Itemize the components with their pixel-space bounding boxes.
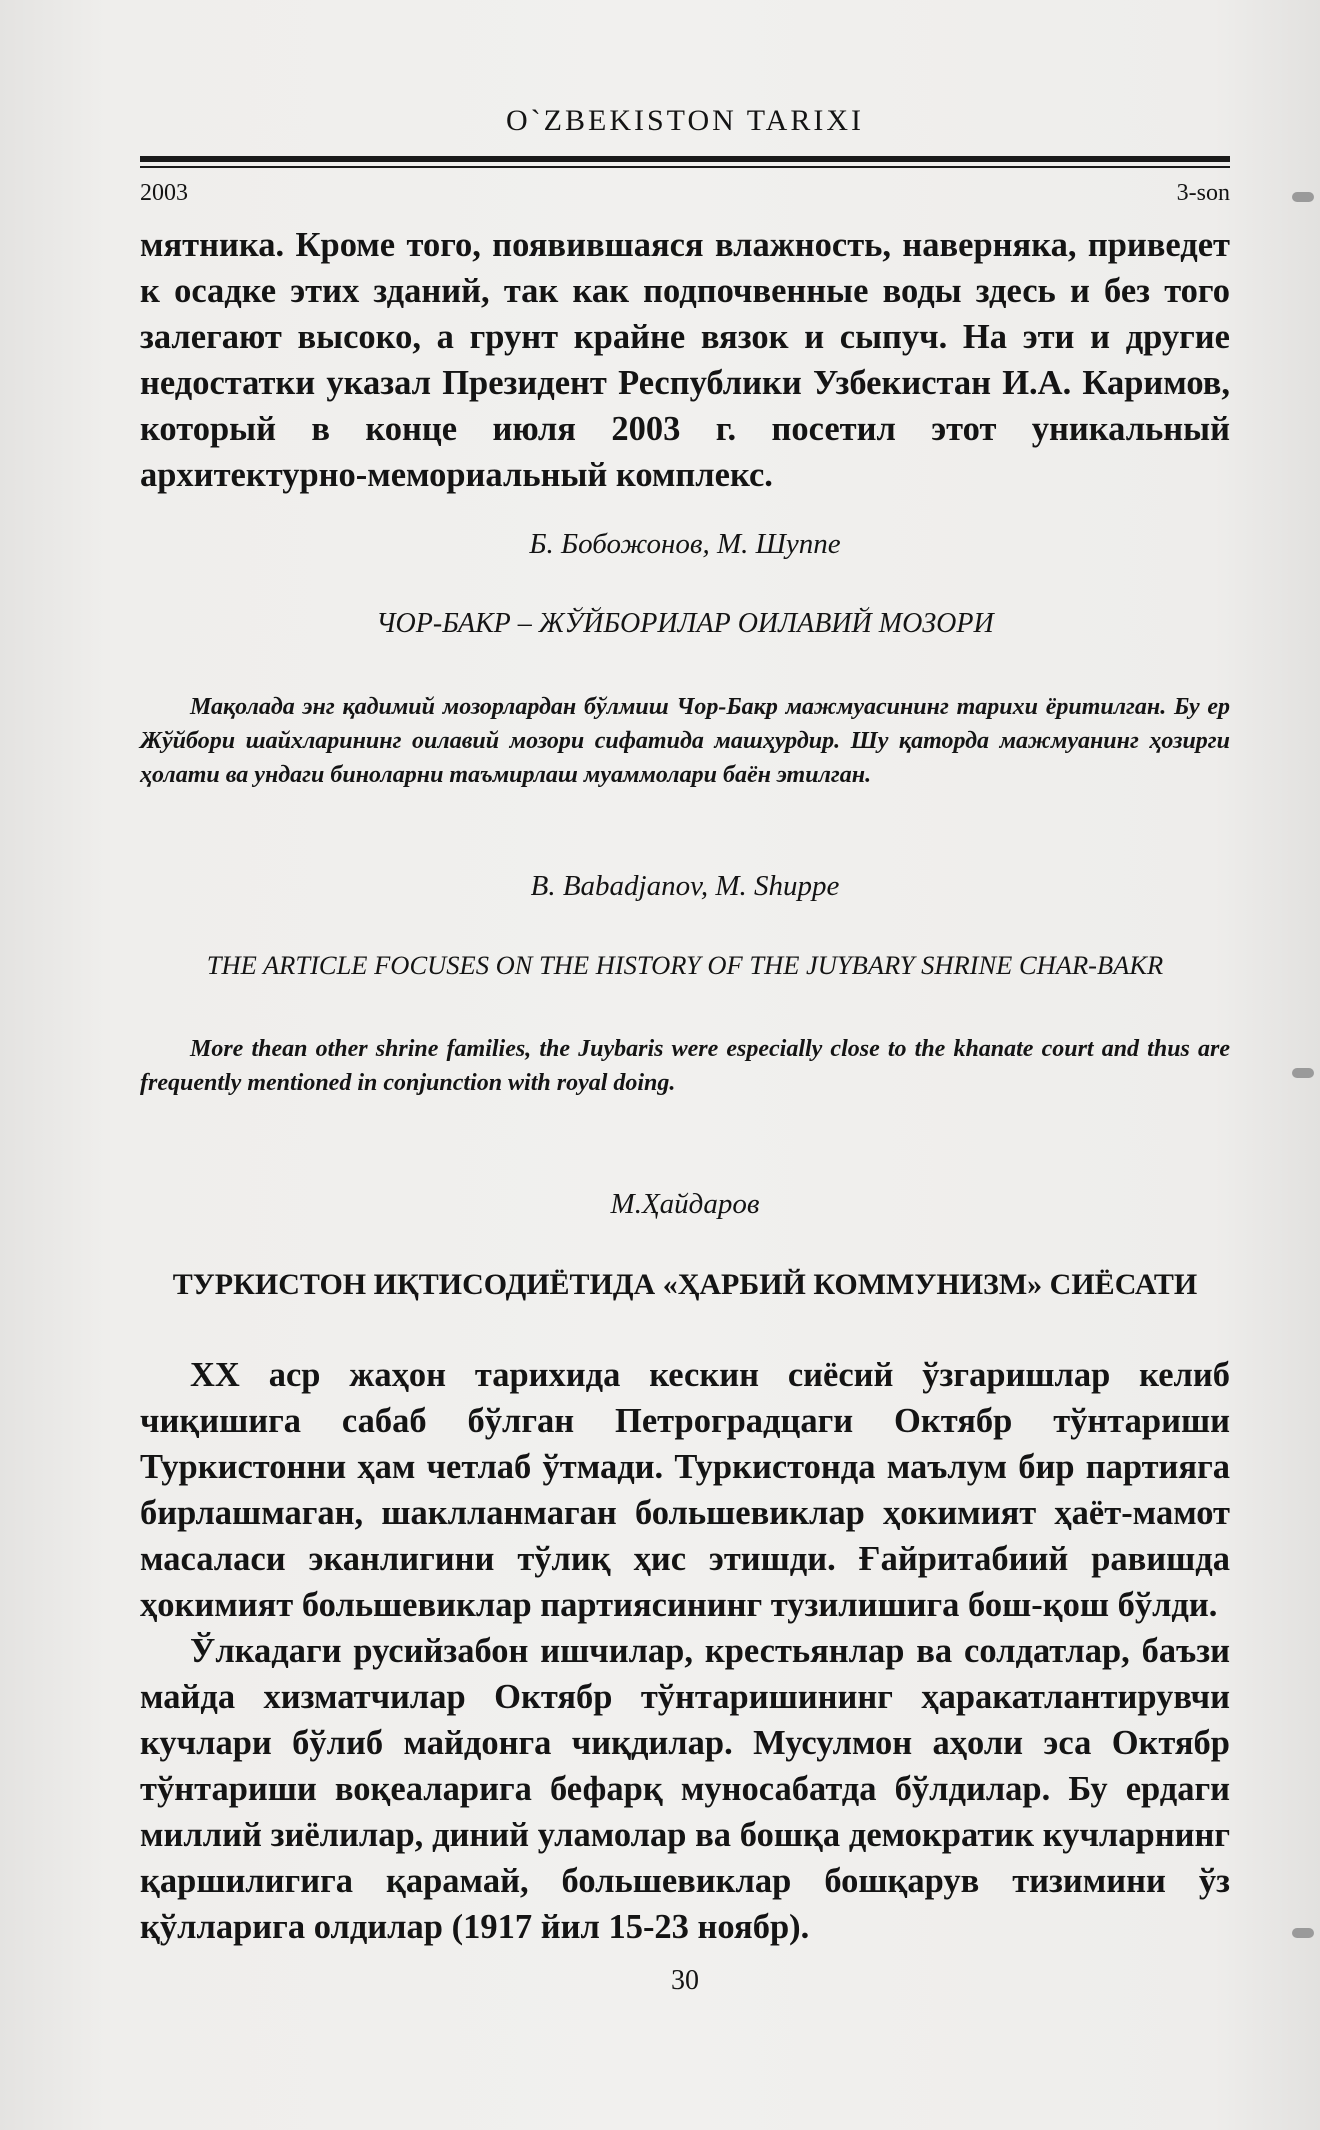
article1-title-uz: ЧОР-БАКР – ЖЎЙБОРИЛАР ОИЛАВИЙ МОЗОРИ <box>376 608 994 639</box>
article1-authors-ru: Б. Бобожонов, М. Шуппе <box>529 528 841 560</box>
journal-title: O`ZBEKISTON TARIXI <box>506 104 864 137</box>
article1-title-en: THE ARTICLE FOCUSES ON THE HISTORY OF THE JUYBARY SHRINE CHAR-BAKR <box>206 950 1164 980</box>
article2-title: ТУРКИСТОН ИҚТИСОДИЁТИДА «ҲАРБИЙ КОММУНИЗМ» СИЁСАТИ <box>172 1268 1198 1301</box>
article1-abstract-en-text: More thean other shrine families, the Juybaris were especially close to the khanate court and thus are frequently mentioned in conjunction with royal doing. <box>140 1036 1230 1096</box>
article1-abstract-uz <box>140 690 1230 792</box>
article1-abstract-uz-text: Мақолада энг қадимий мозорлардан бўлмиш Чор-Бакр мажмуасининг тарихи ёритилган. Бу ер Жўйбори шайхларининг оилавий мозори сифатида машҳурдир. Шу қаторда мажмуанинг ҳозирги ҳолати ва ундаги биноларни таъмирлаш муаммолари баён этилган. <box>140 694 1230 788</box>
article1-authors-en: B. Babadjanov, M. Shuppe <box>530 870 840 902</box>
page-number: 30 <box>671 1965 699 1996</box>
header-issue: 3-son <box>1176 180 1230 206</box>
article1-abstract-en <box>140 1032 1230 1100</box>
header-rule-thick <box>140 156 1230 162</box>
binding-mark-bottom <box>1292 1928 1314 1938</box>
article2-author: М.Ҳайдаров <box>610 1188 760 1220</box>
intro-paragraph-text: мятника. Кроме того, появившаяся влажность, наверняка, приведет к осадке этих зданий, так как подпочвенные воды здесь и без того залегают высоко, а грунт крайне вязок и сыпуч. На эти и другие недостатки указал Президент Республики Узбекистан И.А. Каримов, который в конце июля 2003 г. посетил этот уникальный архитектурно-мемориальный комплекс. <box>140 226 1230 494</box>
binding-mark-top <box>1292 192 1314 202</box>
header-rule-thin <box>140 166 1230 168</box>
header-year: 2003 <box>140 180 188 206</box>
intro-paragraph <box>140 222 1230 498</box>
article2-paragraph-2: Ўлкадаги русийзабон ишчилар, крестьянлар ва солдатлар, баъзи майда хизматчилар Октябр тўнтаришининг ҳаракатлантирувчи кучлари бўлиб майдонга чиқдилар. Мусулмон аҳоли эса Октябр тўнтариши воқеаларига бефарқ муносабатда бўлдилар. Бу ердаги миллий зиёлилар, диний уламолар ва бошқа демократик кучларнинг қаршилигига қарамай, большевиклар бошқарув тизимини ўз қўлларига олдилар (1917 йил 15-23 ноябр). <box>140 1632 1230 1946</box>
binding-mark-middle <box>1292 1068 1314 1078</box>
article2-paragraph-1: XX аср жаҳон тарихида кескин сиёсий ўзгаришлар келиб чиқишига сабаб бўлган Петроградцаги Октябр тўнтариши Туркистонни ҳам четлаб ўтмади. Туркистонда маълум бир партияга бирлашмаган, шаклланмаган большевиклар ҳокимият ҳаёт-мамот масаласи эканлигини тўлиқ ҳис этишди. Ғайритабиий равишда ҳокимият большевиклар партиясининг тузилишига бош-қош бўлди. <box>140 1356 1230 1624</box>
article2-body <box>140 1352 1230 1950</box>
